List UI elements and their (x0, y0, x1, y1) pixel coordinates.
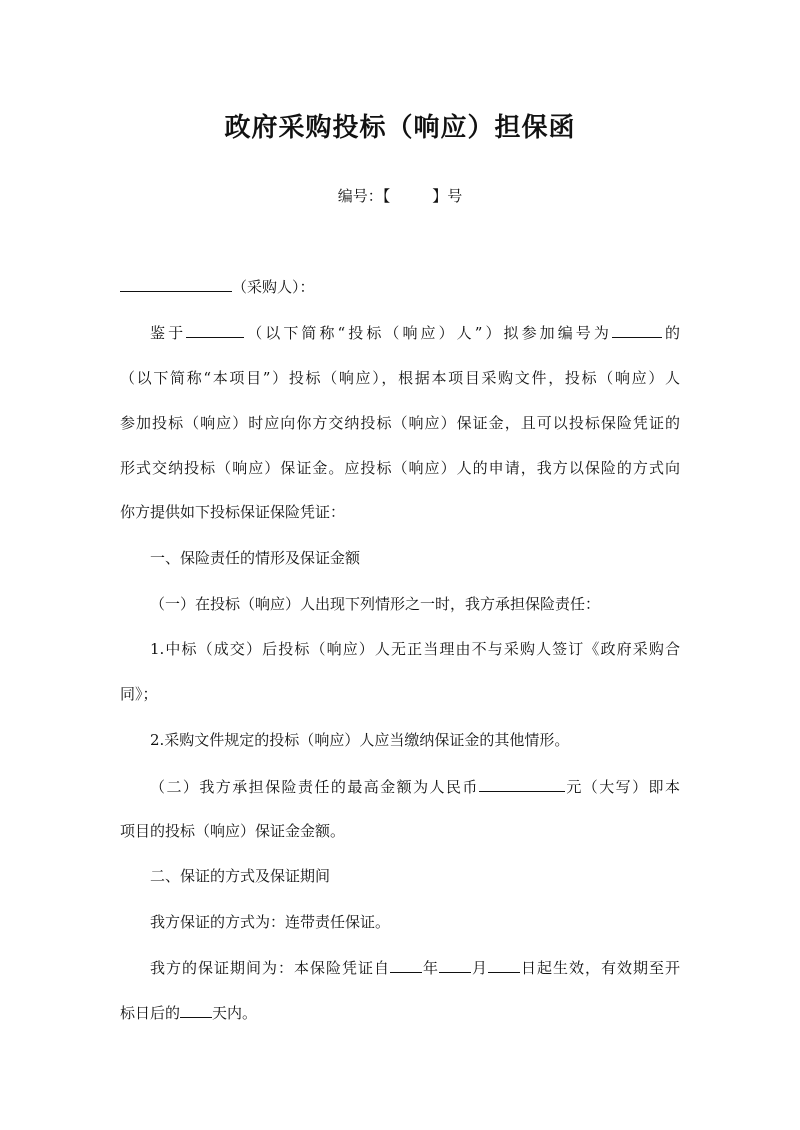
period-text-month: 月 (470, 959, 488, 977)
period-text-f: 天内。 (212, 1004, 258, 1022)
para1-line3: 参加投标（响应）时应向你方交纳投标（响应）保证金，且可以投标保险凭证的 (120, 414, 680, 432)
year-blank (390, 955, 422, 973)
period-text-a: 我方的保证期间为：本保险凭证自 (150, 959, 390, 977)
serial-number-line (0, 184, 800, 208)
clause2-text-b: 元（大写）即本 (564, 778, 680, 796)
day-blank (488, 955, 520, 973)
para1-text-a: 鉴于 (150, 324, 187, 342)
para1-line2: （以下简称“本项目”）投标（响应），根据本项目采购文件，投标（响应）人 (120, 369, 680, 387)
clause1-heading: （一）在投标（响应）人出现下列情形之一时，我方承担保险责任： (150, 595, 601, 613)
guarantee-period-line1 (150, 955, 680, 980)
serial-suffix: 】号 (432, 187, 463, 205)
project-number-blank (612, 320, 662, 338)
period-text-year: 年 (421, 959, 439, 977)
serial-prefix: 编号：【 (337, 187, 391, 205)
document-title: 政府采购投标（响应）担保函 (224, 113, 576, 143)
purchaser-blank (120, 274, 232, 292)
days-blank (180, 1000, 212, 1018)
clause2-text-a: （二）我方承担保险责任的最高金额为人民币 (150, 778, 479, 796)
para1-text-c: 的 (661, 324, 680, 342)
addressee-suffix: （采购人）： (232, 278, 315, 296)
item1-line1: 1.中标（成交）后投标（响应）人无正当理由不与采购人签订《政府采购合 (150, 640, 680, 658)
guarantee-period-line2 (120, 1000, 680, 1025)
item2-line: 2.采购文件规定的投标（响应）人应当缴纳保证金的其他情形。 (150, 731, 570, 749)
section2-heading: 二、保证的方式及保证期间 (150, 867, 331, 885)
amount-blank (479, 774, 565, 792)
section1-heading: 一、保险责任的情形及保证金额 (150, 549, 361, 567)
para1-text-b: （以下简称“投标（响应）人”）拟参加编号为 (244, 324, 612, 342)
para1-line4: 形式交纳投标（响应）保证金。应投标（响应）人的申请，我方以保险的方式向 (120, 459, 680, 477)
month-blank (439, 955, 471, 973)
item1-line2: 同》； (120, 685, 158, 703)
clause2-line2: 项目的投标（响应）保证金金额。 (120, 822, 346, 840)
period-text-d: 日起生效，有效期至开 (519, 959, 680, 977)
para1-line5: 你方提供如下投标保证保险凭证： (120, 503, 346, 521)
bidder-name-blank (186, 320, 244, 338)
guarantee-method-line: 我方保证的方式为：连带责任保证。 (150, 913, 391, 931)
addressee-line (120, 274, 680, 299)
clause2-line1 (150, 774, 680, 799)
para1-line1 (150, 320, 680, 345)
period-text-e: 标日后的 (120, 1004, 181, 1022)
